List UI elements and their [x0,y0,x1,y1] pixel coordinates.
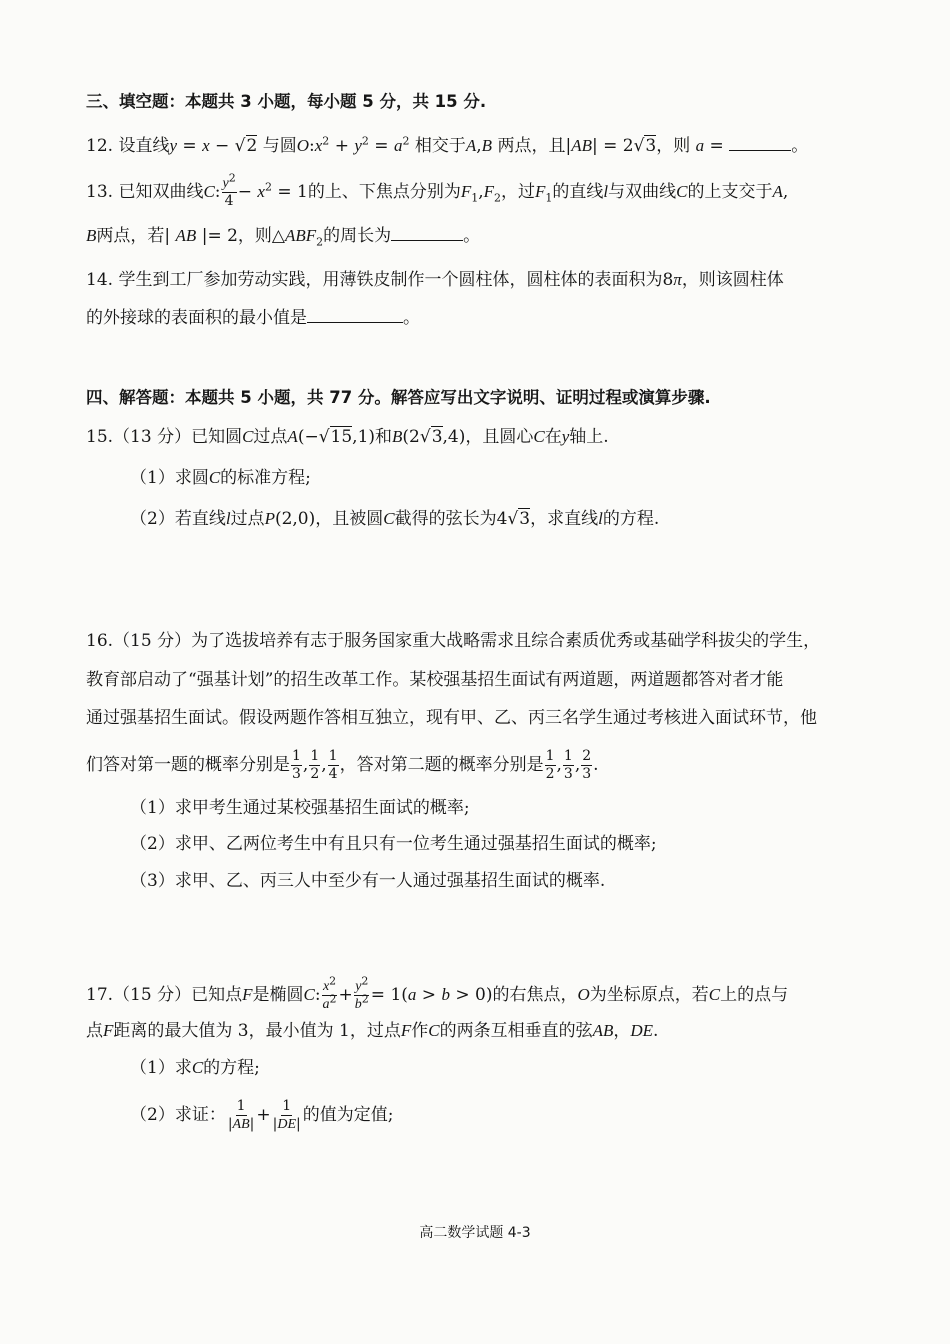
question-number: 16.（15 分） [86,631,192,651]
question-16-line-2: 教育部启动了“强基计划”的招生改革工作。某校强基招生面试有两道题，两道题都答对者才能 [86,670,784,690]
question-13: 13. 已知双曲线C: $\frac{y^2}{4}$ − $x^2 = 1$的上、下焦点分别为$F_1,F_2$，过$F_1$的直线l与双曲线C的上支交于A, [86,171,789,209]
section-3-heading: 三、填空题：本题共 3 小题，每小题 5 分，共 15 分. [86,92,487,111]
question-16: 16.（15 分）为了选拔培养有志于服务国家重大战略需求且综合素质优秀或基础学科拔尖的学生， [86,631,821,651]
section-4-heading: 四、解答题：本题共 5 小题，共 77 分。解答应写出文字说明、证明过程或演算步骤. [86,388,711,407]
question-13-continued: B两点，若| AB |= 2，则$\triangle ABF_2$的周长为 。 [86,226,481,249]
question-14-continued: 的外接球的表面积的最小值是 。 [86,308,420,328]
question-14: 14. 学生到工厂参加劳动实践，用薄铁皮制作一个圆柱体，圆柱体的表面积为8π，则该圆柱体 [86,270,784,290]
question-17: 17.（15 分）已知点F是椭圆C: $\frac{x^2}{a^2}$ + $\frac{y^2}{b^2}$ = 1(a > b > 0)的右焦点，O为坐标原点，若C上的点与 [86,974,789,1012]
question-16-line-4: 们答对第一题的概率分别是 $\frac{1}{3}$ , $\frac{1}{2}$ , $\frac{1}{4}$ ，答对第二题的概率分别是 $\frac{1}{2}$ , $\frac{1}{3}$ , $\frac{2}{3}$ . [86,748,599,782]
page-footer: 高二数学试题 4-3 [419,1225,531,1241]
question-17-line-2: 点F距离的最大值为 3，最小值为 1，过点F作C的两条互相垂直的弦AB，DE. [86,1021,659,1041]
question-15-part-1: （1）求圆C的标准方程; [130,468,311,488]
question-number: 12. [86,136,114,156]
answer-blank [307,306,403,323]
question-15-part-2: （2）若直线l过点P(2,0)，且被圆C截得的弦长为4√3，求直线l的方程. [130,509,660,529]
question-15: 15.（13 分）已知圆C过点A(−√15,1)和B(2√3,4)，且圆心C在y轴上. [86,427,609,447]
question-16-part-2: （2）求甲、乙两位考生中有且只有一位考生通过强基招生面试的概率; [130,834,657,854]
question-17-part-1: （1）求C的方程; [130,1058,260,1078]
answer-blank [391,224,463,241]
question-17-part-2: （2）求证： $\frac{1}{|AB|}$ + $\frac{1}{|DE|}$ 的值为定值; [130,1098,394,1132]
question-number: 15.（13 分） [86,427,192,447]
question-16-line-3: 通过强基招生面试。假设两题作答相互独立，现有甲、乙、丙三名学生通过考核进入面试环节，他 [86,708,817,728]
question-16-part-1: （1）求甲考生通过某校强基招生面试的概率; [130,798,470,818]
question-number: 13. [86,182,114,202]
question-number: 17.（15 分） [86,985,192,1005]
answer-blank [729,134,791,151]
question-16-part-3: （3）求甲、乙、丙三人中至少有一人通过强基招生面试的概率. [130,871,606,891]
question-number: 14. [86,270,114,290]
question-12: 12. 设直线y = x − √2 与圆$O:x^2 + y^2 = a^2$ 相交于A,B 两点，且|AB| = 2√3，则 a = 。 [86,134,809,156]
